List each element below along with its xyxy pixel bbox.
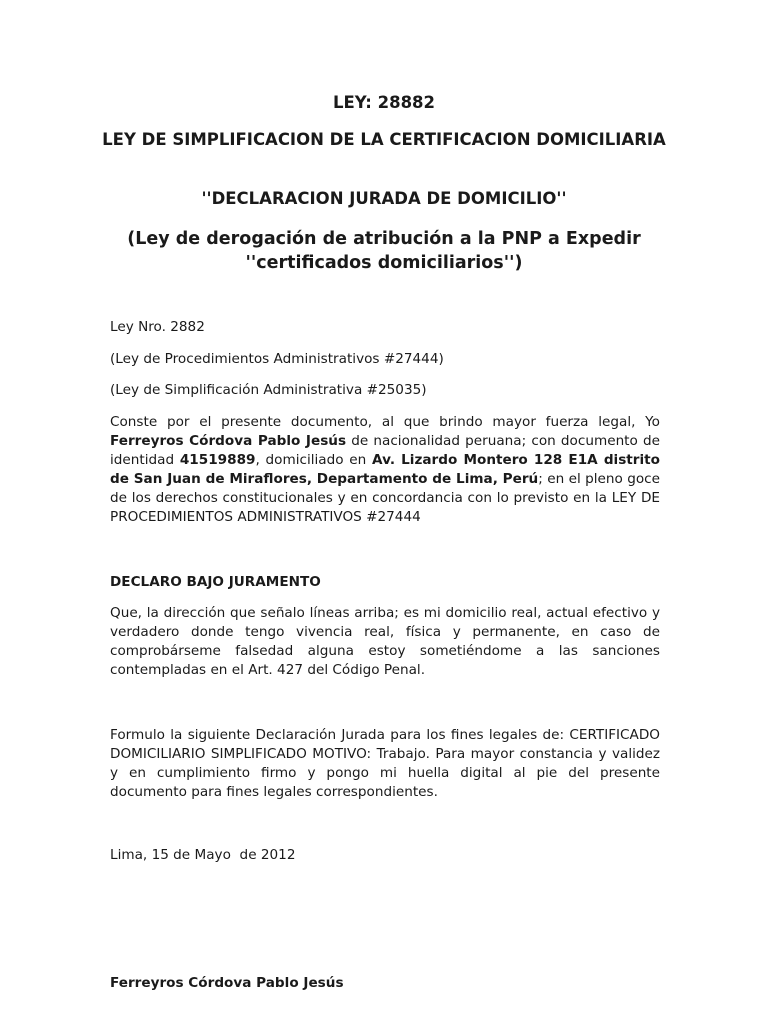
declaration-heading: ''DECLARACION JURADA DE DOMICILIO'' [201, 189, 567, 208]
law-title-heading: LEY DE SIMPLIFICACION DE LA CERTIFICACION DOMICILIARIA [102, 130, 666, 149]
law-number-heading: LEY: 28882 [332, 93, 436, 112]
law-procedures-line: (Ley de Procedimientos Administrativos #27444) [110, 351, 444, 367]
conste-paragraph [110, 413, 660, 527]
law-nro-line: Ley Nro. 2882 [110, 319, 205, 335]
conste-text-4: ; en el pleno goce de los derechos constitucionales y en concordancia con lo previsto en la LEY DE PROCEDIMIENTOS ADMINISTRATIVOS #27444 [110, 471, 661, 525]
conste-text-1: Conste por el presente documento, al que brindo mayor fuerza legal, Yo [110, 414, 660, 430]
place-date: Lima, 15 de Mayo de 2012 [110, 847, 296, 863]
que-paragraph: Que, la dirección que señalo líneas arriba; es mi domicilio real, actual efectivo y verdadero donde tengo vivencia real, física y permanente, en caso de comprobárseme falsedad alguna estoy sometiéndome a las sanciones contempladas en el Art. 427 del Código Penal. [110, 605, 660, 678]
declaro-heading: DECLARO BAJO JURAMENTO [110, 574, 321, 590]
law-simplification-line: (Ley de Simplificación Administrativa #25035) [110, 382, 427, 398]
declarant-name: Ferreyros Córdova Pablo Jesús [110, 433, 347, 449]
dni-number: 41519889 [179, 452, 256, 468]
signature-name: Ferreyros Córdova Pablo Jesús [110, 975, 344, 991]
derogation-heading: (Ley de derogación de atribución a la PNP a Expedir ''certificados domiciliarios'') [127, 229, 641, 273]
conste-text-2: de nacionalidad peruana; con documento de identidad [110, 433, 660, 468]
formulo-paragraph: Formulo la siguiente Declaración Jurada para los fines legales de: CERTIFICADO DOMICILIARIO SIMPLIFICADO MOTIVO: Trabajo. Para mayor constancia y validez y en cumplimiento firmo y pongo mi huella digital al pie del presente documento para fines legales correspondientes. [110, 727, 660, 800]
address: Av. Lizardo Montero 128 E1A distrito de San Juan de Miraflores, Departamento de Lima, Perú [110, 452, 661, 487]
conste-text-3: , domiciliado en [255, 452, 373, 468]
